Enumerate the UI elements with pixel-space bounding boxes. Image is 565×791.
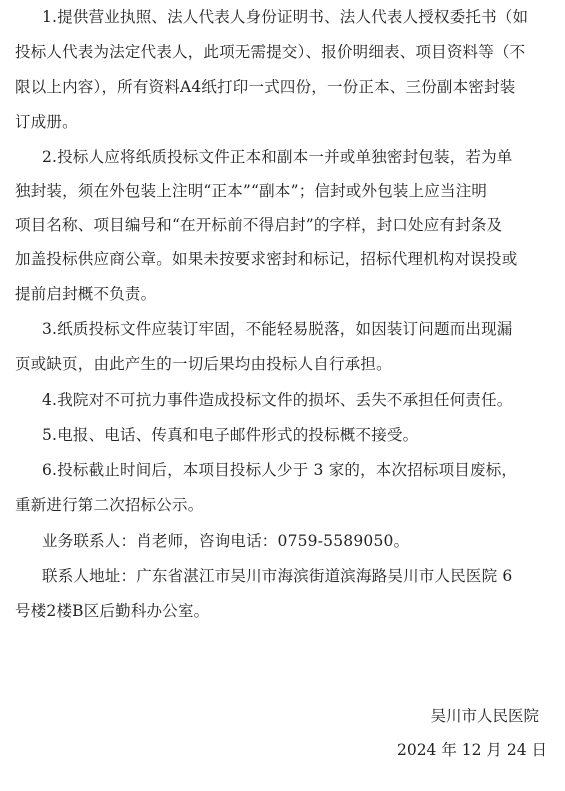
text-line: 联系人地址：广东省湛江市吴川市海滨街道滨海路吴川市人民医院 6: [42, 567, 513, 585]
text-line: 项目名称、项目编号和“在开标前不得启封”的字样，封口处应有封条及: [15, 216, 503, 234]
text-line: 页或缺页，由此产生的一切后果均由投标人自行承担。: [15, 355, 392, 373]
signature-organization: 吴川市人民医院: [430, 707, 539, 725]
text-line: 6.投标截止时间后，本项目投标人少于 3 家的，本次招标项目废标，: [42, 461, 518, 479]
text-line: 4.我院对不可抗力事件造成投标文件的损坏、丢失不承担任何责任。: [42, 391, 513, 409]
text-line: 3.纸质投标文件应装订牢固，不能轻易脱落，如因装订问题而出现漏: [42, 320, 513, 338]
text-line: 独封装，须在外包装上注明“正本”“副本”；信封或外包装上应当注明: [15, 182, 488, 200]
text-line: 业务联系人：肖老师，咨询电话：0759-5589050。: [42, 532, 410, 550]
text-line: 重新进行第二次招标公示。: [15, 496, 204, 514]
signature-date: 2024 年 12 月 24 日: [396, 741, 547, 759]
text-line: 限以上内容），所有资料A4纸打印一式四份，一份正本、三份副本密封装: [15, 78, 516, 96]
text-line: 1.提供营业执照、法人代表人身份证明书、法人代表人授权委托书（如: [42, 8, 529, 26]
text-line: 订成册。: [15, 113, 78, 131]
text-line: 号楼2楼B区后勤科办公室。: [15, 602, 210, 620]
text-line: 2.投标人应将纸质投标文件正本和副本一并或单独密封包装，若为单: [42, 148, 513, 166]
text-line: 提前启封概不负责。: [15, 285, 157, 303]
text-line: 投标人代表为法定代表人，此项无需提交）、报价明细表、项目资料等（不: [15, 43, 526, 61]
text-line: 5.电报、电话、传真和电子邮件形式的投标概不接受。: [42, 426, 419, 444]
text-line: 加盖投标供应商公章。如果未按要求密封和标记，招标代理机构对误投或: [15, 250, 518, 268]
